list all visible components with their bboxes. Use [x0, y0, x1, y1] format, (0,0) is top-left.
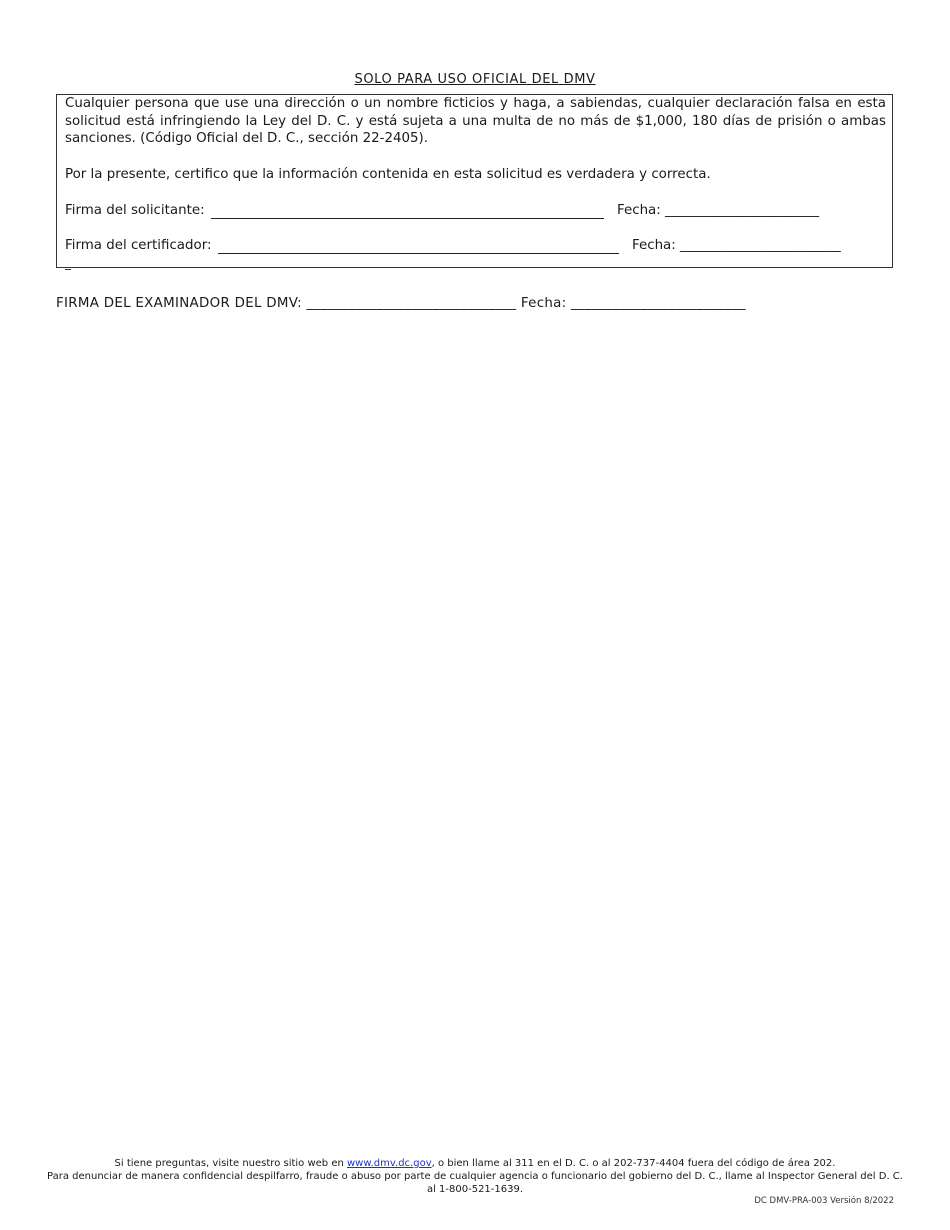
applicant-signature-label: Firma del solicitante: — [65, 203, 205, 218]
footer — [0, 1157, 950, 1196]
certification-statement: Por la presente, certifico que la información contenida en esta solicitud es verdadera y correcta. — [65, 167, 711, 182]
penalty-statement: Cualquier persona que use una dirección o un nombre ficticios y haga, a sabiendas, cualquier declaración falsa en esta solicitud está infringiendo la Ley del D. C. y está sujeta a una multa de no más de $1,000, 180 días de prisión o ambas sanciones. (Código Oficial del D. C., sección 22-2405). — [65, 96, 886, 146]
section-heading — [0, 72, 950, 87]
stray-underscore: _ — [65, 256, 71, 270]
footer-line-3: al 1-800-521-1639. — [426, 1184, 524, 1195]
certifier-date-field[interactable]: Fecha: ________________________ — [632, 238, 841, 253]
examiner-signature-line[interactable]: FIRMA DEL EXAMINADOR DEL DMV: ______________________________ Fecha: _________________________ — [56, 296, 746, 311]
footer-line-1 — [0, 1157, 950, 1170]
section-heading-text: SOLO PARA USO OFICIAL DEL DMV — [354, 72, 596, 87]
footer-line-2: Para denunciar de manera confidencial despilfarro, fraude o abuso por parte de cualquier agencia o funcionario del gobierno del D. C., llame al Inspector General del D. C. — [47, 1171, 903, 1182]
footer-line-1-prefix: Si tiene preguntas, visite nuestro sitio web en — [114, 1158, 347, 1169]
applicant-date-field[interactable]: Fecha: _______________________ — [617, 203, 820, 218]
certification-box — [56, 94, 893, 268]
form-version-id: DC DMV-PRA-003 Versión 8/2022 — [754, 1196, 894, 1206]
applicant-signature-field[interactable] — [211, 218, 604, 219]
website-link[interactable]: www.dmv.dc.gov — [347, 1158, 432, 1169]
certifier-signature-label: Firma del certificador: — [65, 238, 212, 253]
footer-line-1-suffix: , o bien llame al 311 en el D. C. o al 202-737-4404 fuera del código de área 202. — [431, 1158, 836, 1169]
certifier-signature-field[interactable] — [218, 253, 619, 254]
